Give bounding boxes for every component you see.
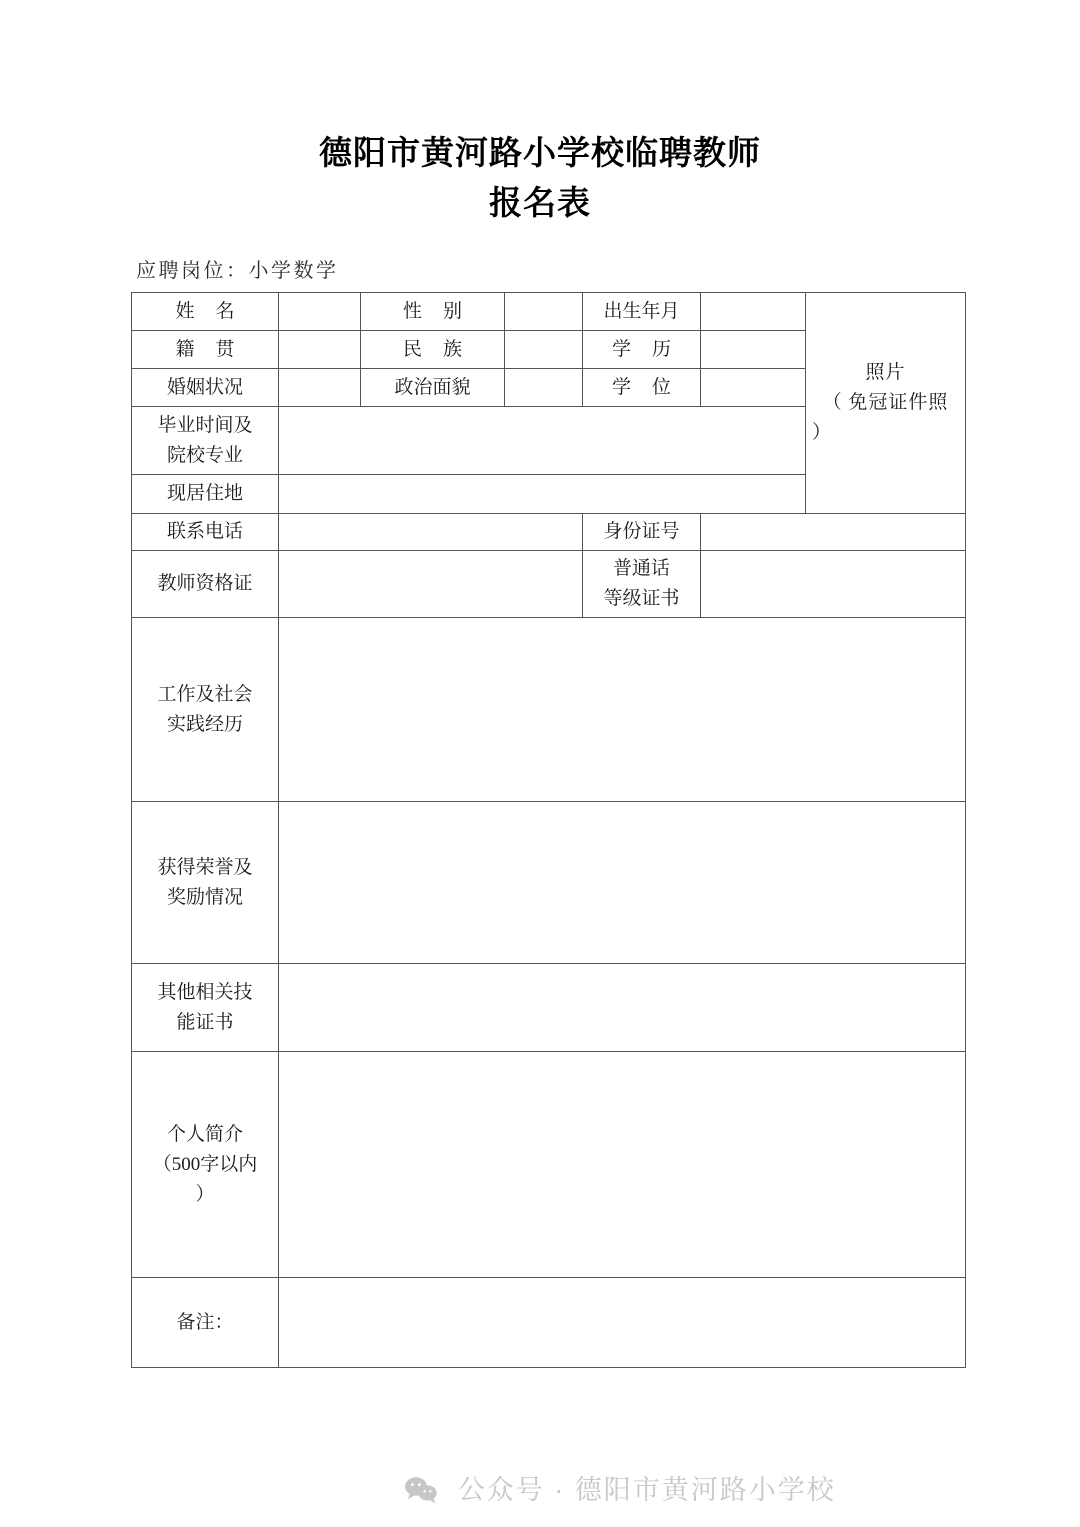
field-id-number[interactable] [701,514,966,551]
label-name-char2: 名 [215,300,235,322]
label-education-char2: 历 [651,338,671,360]
field-degree[interactable] [701,369,806,407]
label-mandarin-certificate [583,551,701,618]
label-marital-status: 婚姻状况 [132,369,279,407]
label-self-introduction-line3: ） [195,1183,215,1205]
field-remarks[interactable] [279,1278,966,1368]
label-ethnicity-char2: 族 [442,338,462,360]
photo-label-line2: （ 免冠证件照 [822,392,949,413]
applied-position-label: 应聘岗位：小学数学 [136,260,339,282]
field-phone[interactable] [279,514,583,551]
label-other-skill-certificates-line1: 其他相关技 [157,981,253,1003]
table-row-remarks [132,1278,966,1368]
field-ethnicity[interactable] [505,331,583,369]
label-political-status: 政治面貌 [361,369,505,407]
label-education [583,331,701,369]
label-gender-char1: 性 [402,300,422,322]
field-political-status[interactable] [505,369,583,407]
label-graduation-major-line1: 毕业时间及 [157,414,253,436]
title-line-2: 报名表 [489,183,591,222]
label-current-address: 现居住地 [132,475,279,514]
label-honors-awards-line1: 获得荣誉及 [157,856,253,878]
label-mandarin-certificate-line2: 等级证书 [603,588,680,609]
field-gender[interactable] [505,293,583,331]
label-other-skill-certificates [132,964,279,1052]
photo-label-line1: 照片 [865,362,906,383]
table-row-name [132,293,966,331]
field-native-place[interactable] [279,331,361,369]
label-other-skill-certificates-line2: 能证书 [176,1011,234,1033]
field-teacher-certificate[interactable] [279,551,583,618]
label-self-introduction-line2: （500字以内 [152,1153,258,1175]
label-mandarin-certificate-line1: 普通话 [613,558,671,579]
table-row-other-skills [132,964,966,1052]
wechat-icon [404,1476,438,1511]
photo-label-line3: ） [812,422,833,443]
title-line-1: 德阳市黄河路小学校临聘教师 [319,133,761,172]
field-education[interactable] [701,331,806,369]
label-native-place [132,331,279,369]
page-title [0,128,1080,228]
field-work-experience[interactable] [279,618,966,802]
photo-placeholder-cell[interactable] [806,293,966,514]
label-honors-awards [132,802,279,964]
label-self-introduction-line1: 个人简介 [166,1123,243,1145]
label-work-experience-line1: 工作及社会 [157,683,253,705]
field-birthdate[interactable] [701,293,806,331]
label-education-char1: 学 [611,338,631,360]
table-row-self-introduction [132,1052,966,1278]
label-native-place-char2: 贯 [215,338,235,360]
field-mandarin-certificate[interactable] [701,551,966,618]
field-self-introduction[interactable] [279,1052,966,1278]
table-row-certificates [132,551,966,618]
label-ethnicity-char1: 民 [402,338,422,360]
label-id-number: 身份证号 [583,514,701,551]
registration-form-table [131,292,966,1368]
label-graduation-major-line2: 院校专业 [166,444,243,466]
field-marital-status[interactable] [279,369,361,407]
label-ethnicity [361,331,505,369]
label-gender-char2: 别 [442,300,462,322]
field-graduation-major[interactable] [279,407,806,475]
label-phone: 联系电话 [132,514,279,551]
field-honors-awards[interactable] [279,802,966,964]
table-row-contact [132,514,966,551]
label-honors-awards-line2: 奖励情况 [166,886,243,908]
label-birthdate: 出生年月 [583,293,701,331]
label-name [132,293,279,331]
table-row-work-experience [132,618,966,802]
field-current-address[interactable] [279,475,806,514]
label-native-place-char1: 籍 [175,338,195,360]
label-graduation-major [132,407,279,475]
label-degree [583,369,701,407]
footer-watermark-text: 公众号 · 德阳市黄河路小学校 [457,1475,836,1505]
footer-watermark [0,1468,1080,1511]
label-degree-char2: 位 [651,376,671,398]
label-self-introduction [132,1052,279,1278]
label-remarks: 备注： [132,1278,279,1368]
label-teacher-certificate: 教师资格证 [132,551,279,618]
label-gender [361,293,505,331]
label-name-char1: 姓 [175,300,195,322]
field-name[interactable] [279,293,361,331]
field-other-skill-certificates[interactable] [279,964,966,1052]
table-row-honors [132,802,966,964]
label-work-experience [132,618,279,802]
label-degree-char1: 学 [611,376,631,398]
label-work-experience-line2: 实践经历 [166,713,243,735]
